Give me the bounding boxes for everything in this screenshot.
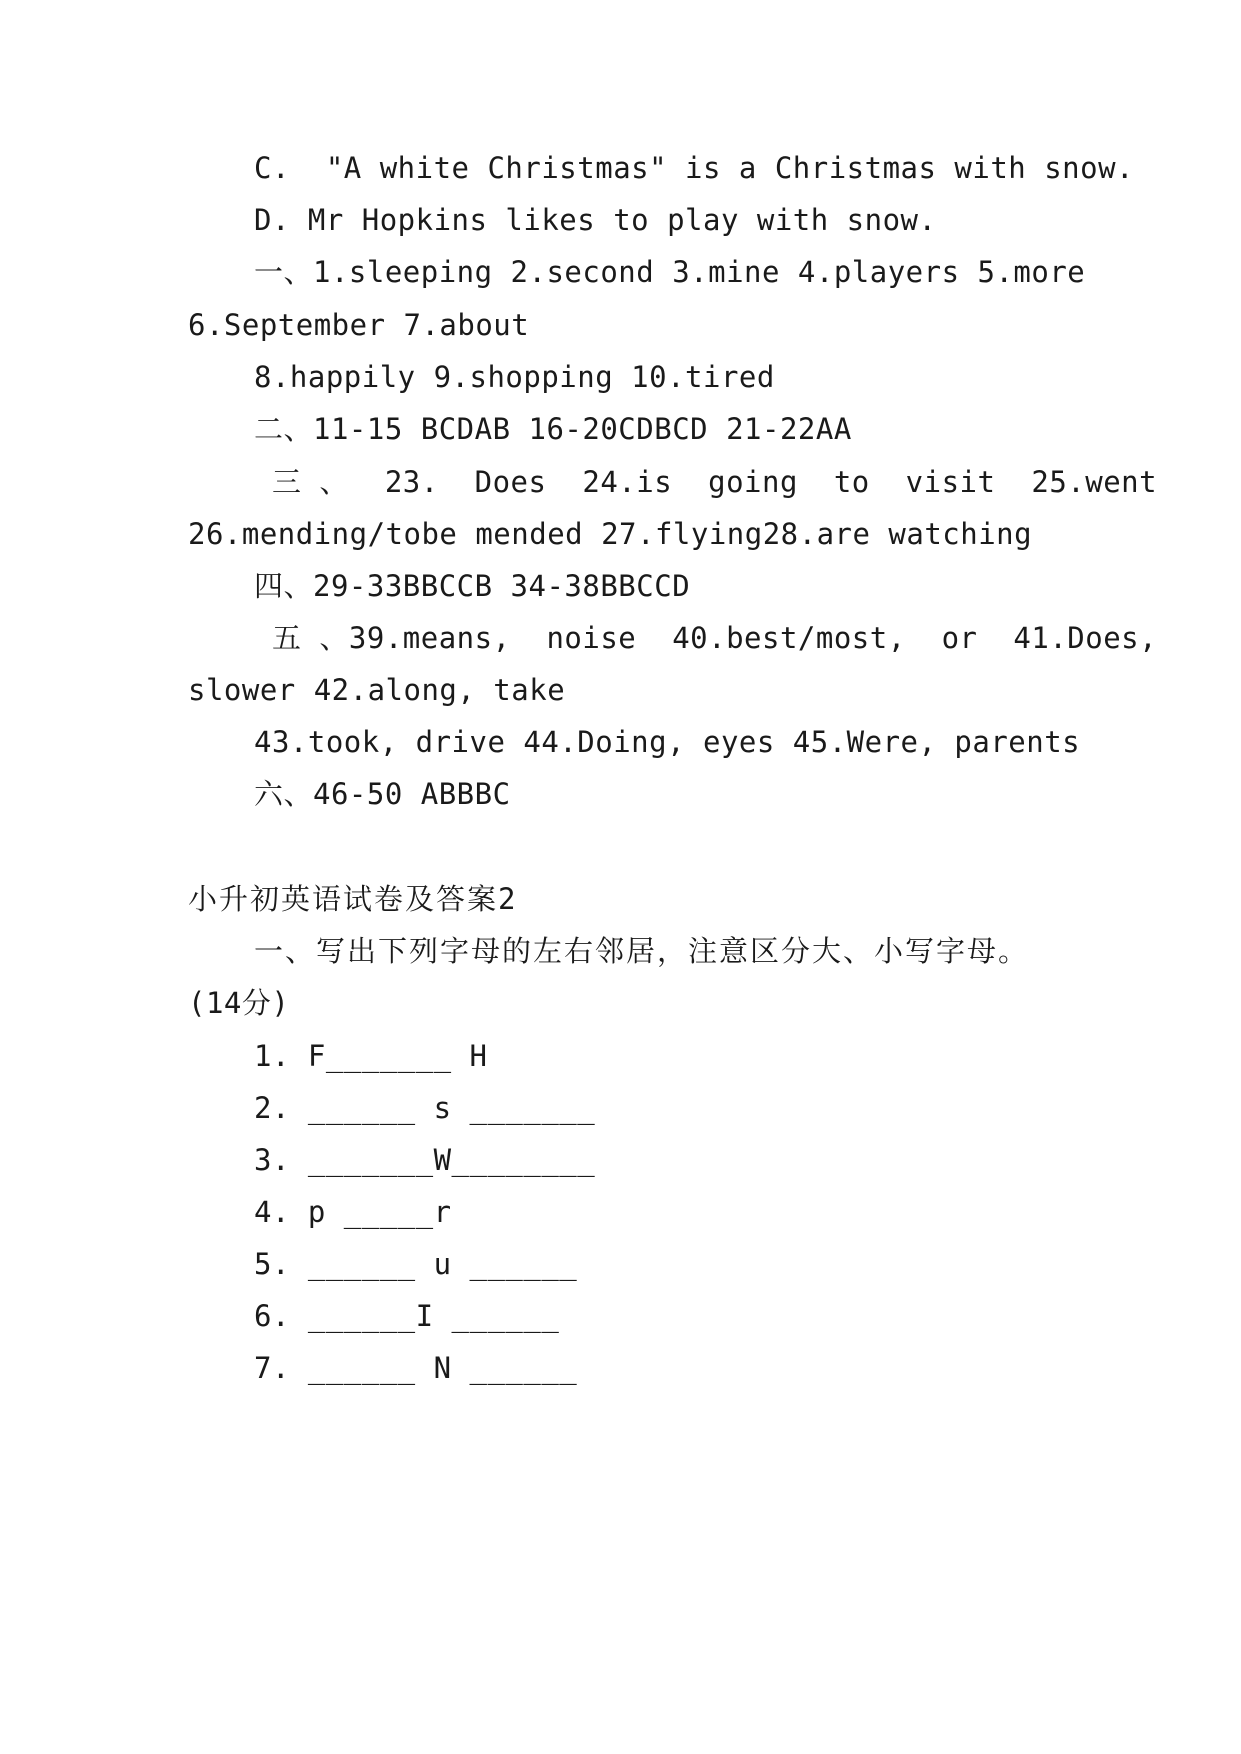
question-section-1-heading: 一、写出下列字母的左右邻居，注意区分大、小写字母。 bbox=[254, 934, 1030, 968]
question-item-1: 1. F_______ H bbox=[254, 1039, 488, 1073]
answer-section-3-cont: 26.mending/tobe mended 27.flying28.are watching bbox=[188, 517, 1033, 551]
answer-section-6: 六、46-50 ABBBC bbox=[254, 777, 511, 811]
answer-section-2: 二、11-15 BCDAB 16-20CDBCD 21-22AA bbox=[254, 412, 852, 446]
question-item-7: 7. ______ N ______ bbox=[254, 1351, 578, 1385]
question-item-3: 3. _______W________ bbox=[254, 1143, 596, 1177]
question-item-2: 2. ______ s _______ bbox=[254, 1091, 596, 1125]
question-section-1-points: (14分) bbox=[188, 986, 290, 1020]
answer-section-5-cont2: 43.took, drive 44.Doing, eyes 45.Were, parents bbox=[254, 725, 1081, 759]
answer-section-1-cont: 6.September 7.about bbox=[188, 308, 530, 342]
exam-title: 小升初英语试卷及答案2 bbox=[188, 882, 518, 916]
answer-section-4: 四、29-33BBCCB 34-38BBCCD bbox=[254, 569, 691, 603]
answer-section-1-cont2: 8.happily 9.shopping 10.tired bbox=[254, 360, 775, 394]
option-d: D. Mr Hopkins likes to play with snow. bbox=[254, 203, 937, 237]
answer-section-5: 五 、39.means, noise 40.best/most, or 41.Does, bbox=[254, 621, 1158, 655]
answer-section-3: 三 、 23. Does 24.is going to visit 25.went bbox=[254, 465, 1158, 499]
question-item-5: 5. ______ u ______ bbox=[254, 1247, 578, 1281]
answer-section-1: 一、1.sleeping 2.second 3.mine 4.players 5.more bbox=[254, 255, 1086, 289]
answer-section-5-cont: slower 42.along, take bbox=[188, 673, 566, 707]
question-item-4: 4. p _____r bbox=[254, 1195, 452, 1229]
question-item-6: 6. ______I ______ bbox=[254, 1299, 560, 1333]
option-c: C. "A white Christmas" is a Christmas with snow. bbox=[254, 151, 1135, 185]
